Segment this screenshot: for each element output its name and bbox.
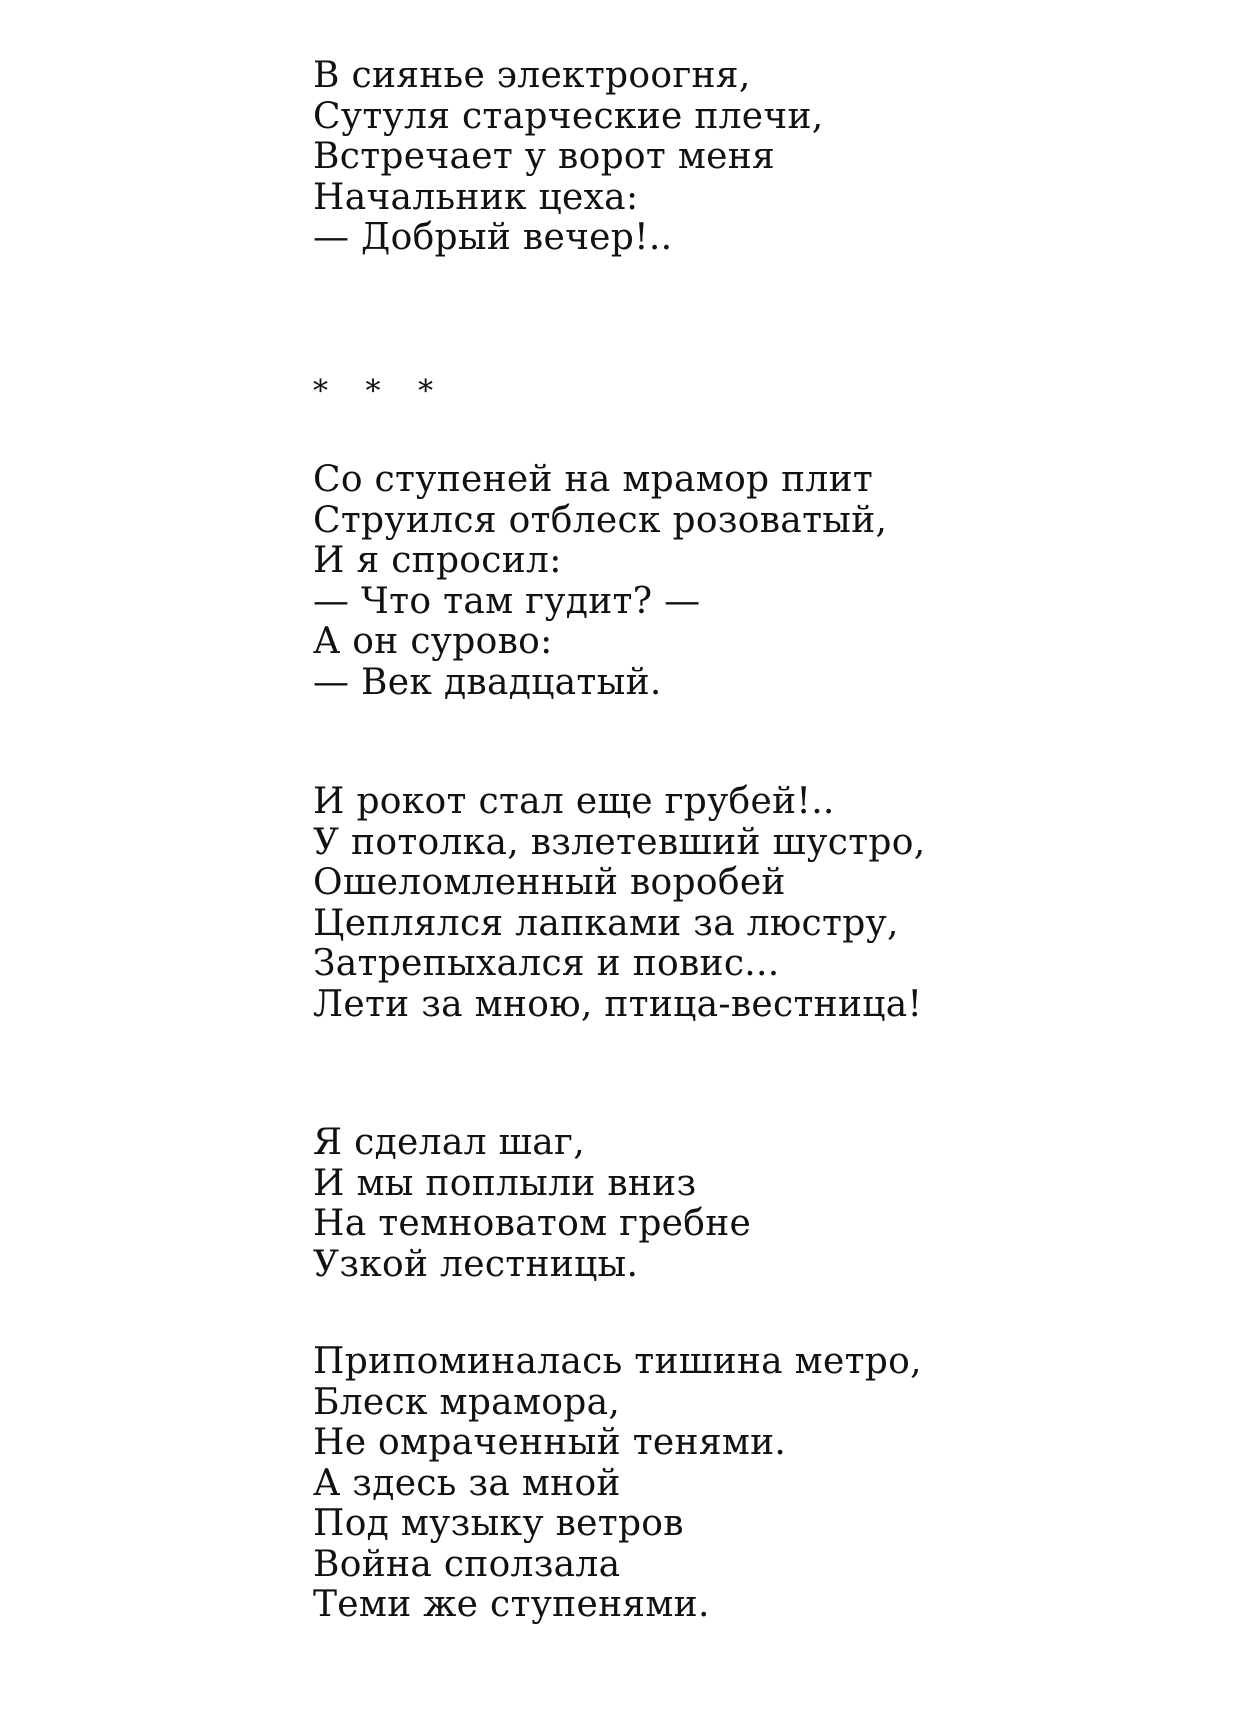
poem-line: На темноватом гребне [313,1203,752,1244]
poem-line: Лети за мною, птица-вестница! [313,983,923,1025]
poem-line: А здесь за мной [313,1462,621,1504]
stanza [313,56,824,259]
poem-line: — Добрый вечер!.. [313,217,673,258]
poem-line: Встречает у ворот меня [313,136,776,177]
poem-line: Теми же ступенями. [313,1584,710,1625]
poem-line: Припоминалась тишина метро, [313,1341,922,1382]
poem-line: Узкой лестницы. [313,1243,639,1285]
stanza [313,460,887,703]
poem-line: А он сурово: [313,621,553,662]
poem-line: И я спросил: [313,540,562,581]
poem-line: Ошеломленный воробей [313,862,786,903]
poem-line: Под музыку ветров [313,1503,684,1544]
poem-line: Со ступеней на мрамор плит [313,459,874,500]
section-separator: * * * [313,374,448,409]
poem-line: Начальник цеха: [313,176,639,218]
poem-line: Не омраченный тенями. [313,1422,787,1463]
poem-line: Война сползала [313,1543,621,1585]
poem-line: В сиянье электроогня, [313,55,751,96]
poem-line: Я сделал шаг, [313,1122,585,1163]
poem-line: — Век двадцатый. [313,661,662,703]
poem-line: Сутуля старческие плечи, [313,95,824,137]
poem-line: Блеск мрамора, [313,1381,621,1423]
poem-line: Затрепыхался и повис... [313,943,780,984]
poem-line: — Что там гудит? — [313,580,701,622]
stanza [313,1123,751,1285]
poem-line: И рокот стал еще грубей!.. [313,781,835,822]
poem-line: Струился отблеск розоватый, [313,499,888,541]
stanza [313,782,926,1025]
poem-line: И мы поплыли вниз [313,1162,697,1204]
stanza [313,1342,922,1626]
poem-line: У потолка, взлетевший шустро, [313,821,926,863]
poem-line: Цеплялся лапками за люстру, [313,902,899,944]
